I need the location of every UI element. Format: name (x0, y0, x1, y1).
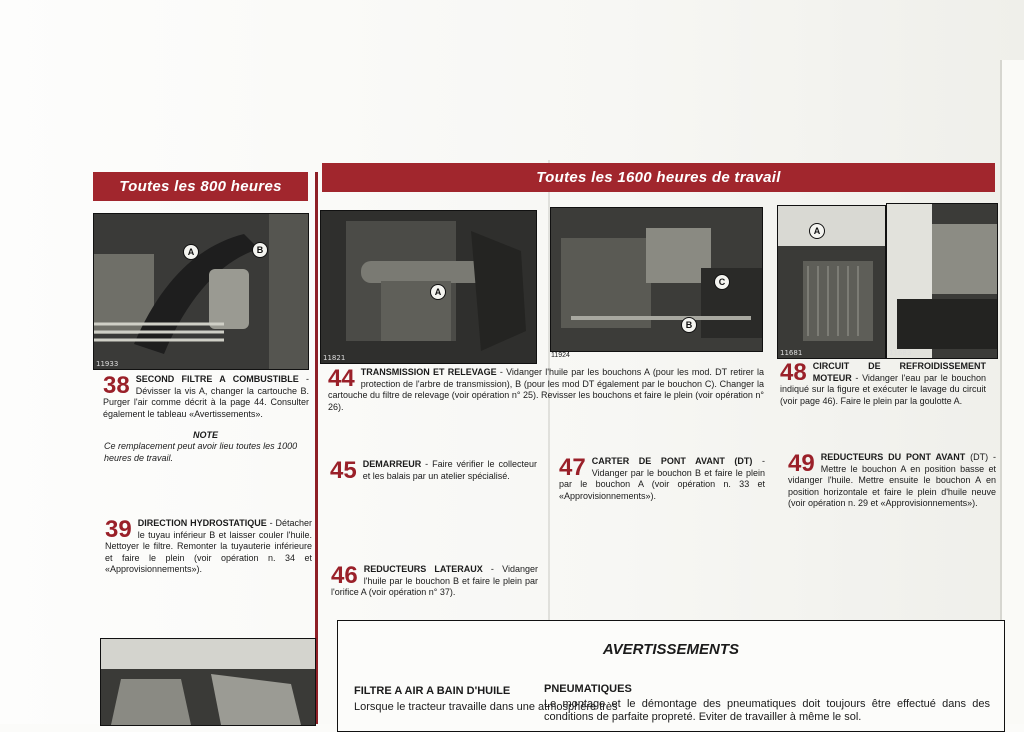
callout-c: C (714, 274, 730, 290)
note-text: Ce remplacement peut avoir lieu toutes les 1000 heures de travail. (104, 441, 298, 463)
operation-39 (105, 518, 312, 576)
operation-48 (780, 361, 986, 407)
callout-a: A (809, 223, 825, 239)
operation-text: - Faire vérifier le collecteur et les balais par un atelier spécialisé. (362, 459, 537, 481)
photo-radiator (777, 205, 886, 359)
photo-code: 11681 (780, 349, 803, 357)
operation-38 (103, 374, 309, 420)
tyres-text: Le montage et le démontage des pneumatiques doit toujours être effectué dans des conditions de parfaite propreté. Eviter de travailler à même le sol. (544, 698, 990, 723)
operation-number: 45 (330, 457, 357, 484)
operation-46 (331, 564, 538, 599)
operation-text: - Vidanger par le bouchon B et faire le plein par le bouchon A (voir opération n. 33 et «Approvisionnements»). (559, 456, 765, 501)
photo-radiator-detail (886, 203, 998, 359)
operation-text: - Vidanger l'huile par les bouchons A (pour les mod. DT retirer la protection de l'arbre de transmission), B (pour les mod DT également par le bouchon C). Changer la cartouche du filtre de relevage (voir opération n° 25). Revisser les bouchons et faire le plein (voir opération n° 26). (328, 367, 764, 412)
callout-a: A (183, 244, 199, 260)
photo-fuel-filter (93, 213, 309, 370)
operation-title: REDUCTEURS DU PONT AVANT (820, 452, 966, 462)
operation-title: SECOND FILTRE A COMBUSTIBLE (135, 374, 299, 384)
note-title: NOTE (193, 430, 219, 440)
banner-800-label: Toutes les 800 heures (119, 178, 282, 195)
operation-49 (788, 452, 996, 510)
operation-number: 38 (103, 372, 130, 399)
air-filter-text: Lorsque le tracteur travaille dans une atmosphère très (354, 701, 618, 713)
photo-bottom (100, 638, 316, 726)
operation-text: (DT) - Mettre le bouchon A en position basse et vidanger l'huile. Mettre ensuite le bouchon A en position horizontale et faire le plein d'huile neuve (voir opération n. 29 et «Approvisionnements»). (788, 452, 996, 508)
operation-47 (559, 456, 765, 502)
operation-number: 44 (328, 365, 355, 392)
photo-front-axle (550, 207, 763, 352)
warnings-title: AVERTISSEMENTS (602, 641, 740, 658)
photo-transmission (320, 210, 537, 364)
operation-number: 46 (331, 562, 358, 589)
callout-b: B (681, 317, 697, 333)
operation-text: - Vidanger l'eau par le bouchon indiqué sur la figure et exécuter le lavage du circuit (voir page 46). Faire le plein par la goulotte A. (780, 372, 986, 406)
banner-1600-heures (322, 163, 995, 192)
callout-a: A (430, 284, 446, 300)
operation-title: CARTER DE PONT AVANT (DT) (591, 456, 753, 466)
photo-code: 11924 (551, 352, 570, 359)
banner-1600-label: Toutes les 1600 heures de travail (536, 169, 781, 186)
operation-text: - Vidanger l'huile par le bouchon B et faire le plein par l'orifice A (voir opération n° 37). (331, 564, 538, 597)
operation-45 (330, 459, 537, 482)
callout-b: B (252, 242, 268, 258)
operation-text: - Détacher le tuyau inférieur B et laisser couler l'huile. Nettoyer le filtre. Remonter la tuyauterie inférieure et faire le plein (voir opération n. 34 et «Approvisionnements»). (105, 518, 312, 574)
operation-title: DEMARREUR (362, 459, 422, 469)
air-filter-heading: FILTRE A AIR A BAIN D'HUILE (354, 685, 511, 697)
photo-code: 11933 (96, 360, 119, 368)
operation-number: 39 (105, 516, 132, 543)
operation-text: - Dévisser la vis A, changer la cartouche B. Purger l'air comme décrit à la page 44. Consulter également le tableau «Avertissements». (103, 374, 309, 419)
operation-title: DIRECTION HYDROSTATIQUE (137, 518, 267, 528)
banner-800-heures (93, 172, 308, 201)
operation-44 (328, 367, 764, 413)
operation-title: REDUCTEURS LATERAUX (363, 564, 483, 574)
warnings-box (337, 620, 1005, 732)
photo-code: 11821 (323, 354, 346, 362)
operation-number: 49 (788, 450, 815, 477)
photo-code: 11683 (889, 349, 912, 357)
operation-title: CIRCUIT DE REFROIDISSEMENT MOTEUR (812, 361, 986, 383)
operation-number: 47 (559, 454, 586, 481)
tyres-heading: PNEUMATIQUES (544, 683, 632, 695)
operation-title: TRANSMISSION ET RELEVAGE (360, 367, 497, 377)
operation-number: 48 (780, 359, 807, 386)
